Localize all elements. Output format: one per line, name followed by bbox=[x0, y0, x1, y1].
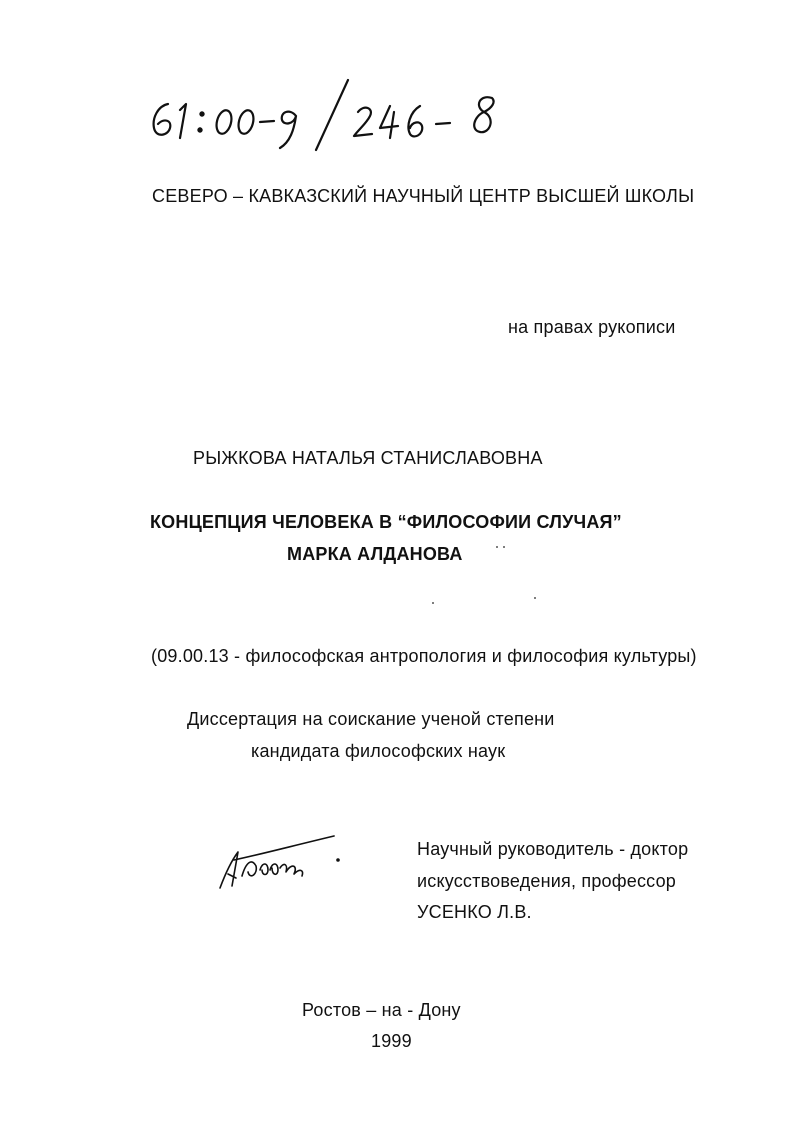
supervisor-line-1: Научный руководитель - доктор bbox=[417, 839, 689, 859]
handwritten-catalog-number bbox=[140, 72, 520, 152]
city: Ростов – на - Дону bbox=[302, 1000, 461, 1020]
manuscript-note: на правах рукописи bbox=[508, 317, 676, 337]
institution-name: СЕВЕРО – КАВКАЗСКИЙ НАУЧНЫЙ ЦЕНТР ВЫСШЕЙ ШКОЛЫ bbox=[152, 186, 695, 206]
year: 1999 bbox=[371, 1031, 412, 1051]
dissertation-title-line-2: МАРКА АЛДАНОВА bbox=[287, 544, 463, 564]
scan-speck bbox=[496, 546, 498, 548]
dissertation-title-line-1: КОНЦЕПЦИЯ ЧЕЛОВЕКА В “ФИЛОСОФИИ СЛУЧАЯ” bbox=[150, 512, 622, 532]
specialty-code: (09.00.13 - философская антропология и философия культуры) bbox=[151, 646, 697, 666]
author-name: РЫЖКОВА НАТАЛЬЯ СТАНИСЛАВОВНА bbox=[193, 448, 543, 468]
signature bbox=[212, 832, 342, 896]
scan-speck bbox=[534, 597, 536, 599]
supervisor-line-2: искусствоведения, профессор bbox=[417, 871, 676, 891]
degree-line-2: кандидата философских наук bbox=[251, 741, 506, 761]
supervisor-name: УСЕНКО Л.В. bbox=[417, 902, 532, 922]
scan-speck bbox=[503, 546, 505, 548]
degree-line-1: Диссертация на соискание ученой степени bbox=[187, 709, 555, 729]
scan-speck bbox=[432, 602, 434, 604]
